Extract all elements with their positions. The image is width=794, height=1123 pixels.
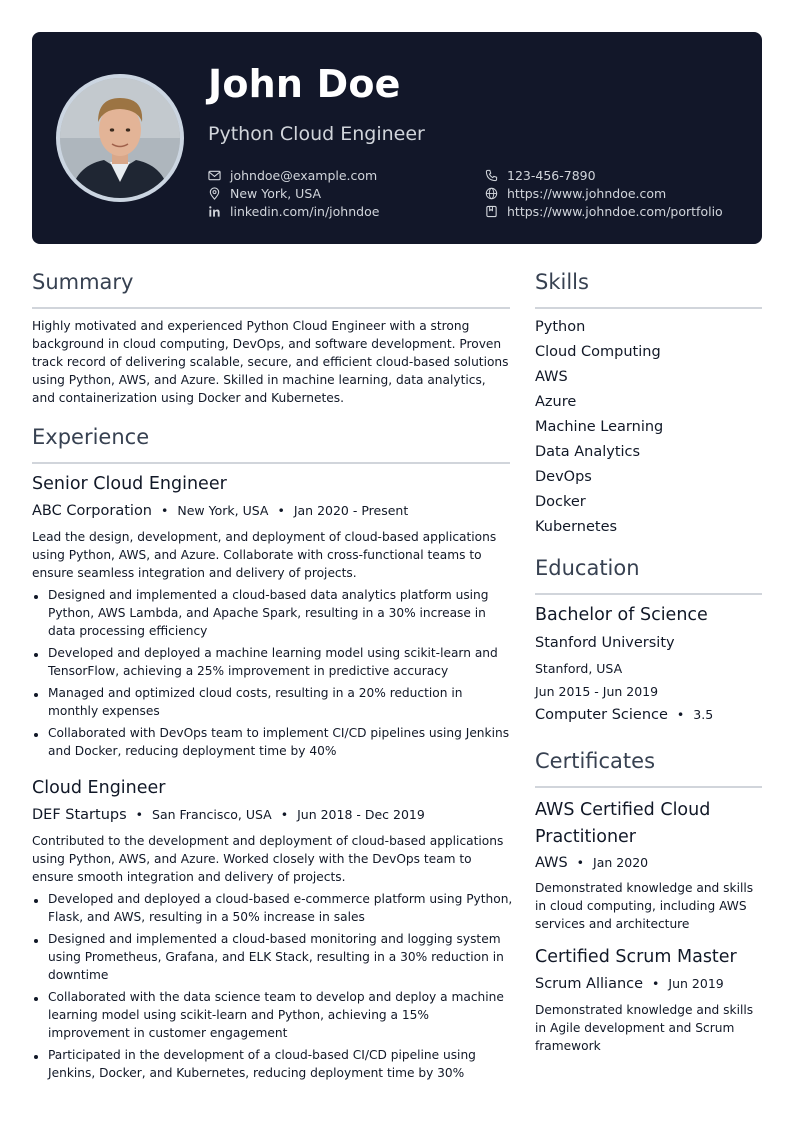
certificate-date: Jun 2019 [668, 976, 724, 991]
education-field: Computer Science [535, 707, 668, 723]
globe-icon [485, 187, 498, 200]
education-heading: Education [535, 556, 640, 580]
portfolio-icon [485, 205, 498, 218]
location-icon [208, 187, 221, 200]
skill-item: Docker [535, 494, 586, 510]
contact-phone-text: 123-456-7890 [507, 167, 596, 183]
school: Stanford University [535, 635, 675, 651]
education-divider [535, 593, 762, 595]
skills-heading: Skills [535, 270, 589, 294]
phone-icon [485, 169, 498, 182]
list-item: Designed and implemented a cloud-based data analytics platform using Python, AWS Lambda, and Apache Spark, resulting in a 30% increase in data processing efficiency [32, 586, 514, 640]
full-name: John Doe [208, 62, 401, 106]
skill-item: DevOps [535, 469, 592, 485]
contact-phone[interactable] [485, 166, 596, 184]
certificate-meta [535, 976, 724, 992]
job-achievements [32, 890, 514, 1086]
list-item: Developed and deployed a machine learning model using scikit-learn and TensorFlow, achieving a 25% improvement in predictive accuracy [32, 644, 514, 680]
contact-portfolio[interactable] [485, 202, 723, 220]
mail-icon [208, 169, 221, 182]
contact-website-text: https://www.johndoe.com [507, 185, 667, 201]
skill-item: Data Analytics [535, 444, 641, 460]
skill-item: Python [535, 319, 586, 335]
experience-divider [32, 462, 510, 464]
certificate-name: Certified Scrum Master [535, 947, 737, 967]
job-meta [32, 503, 408, 519]
contact-email-text: johndoe@example.com [230, 167, 378, 183]
list-item: Designed and implemented a cloud-based monitoring and logging system using Prometheus, Grafana, and ELK Stack, resulting in a 30% reduction in downtime [32, 930, 514, 984]
summary-text: Highly motivated and experienced Python Cloud Engineer with a strong background in cloud computing, DevOps, and software development. Proven track record of delivering scalable, secure, and efficient cloud-based solutions using Python, AWS, and Azure. Skilled in machine learning, data analytics, and containerization using Docker and Kubernetes. [32, 319, 509, 405]
certificate-meta [535, 855, 648, 871]
skill-item: Cloud Computing [535, 344, 661, 360]
education-gpa: 3.5 [693, 707, 714, 722]
list-item: Collaborated with DevOps team to implement CI/CD pipelines using Jenkins and Docker, reducing deployment time by 40% [32, 724, 514, 760]
skill-item: Kubernetes [535, 519, 618, 535]
skill-item: Azure [535, 394, 577, 410]
job-company: DEF Startups [32, 807, 127, 823]
certificate-issuer: AWS [535, 855, 568, 871]
contact-website[interactable] [485, 184, 666, 202]
job-title: Cloud Engineer [32, 778, 166, 798]
skill-item: Machine Learning [535, 419, 664, 435]
job-description: Contributed to the development and deployment of cloud-based applications using Python, AWS, and Azure. Worked closely with the DevOps team to ensure smooth integration and delivery of projects. [32, 834, 504, 884]
job-dates: Jan 2020 - Present [293, 503, 409, 518]
meta-separator: • [161, 503, 169, 518]
linkedin-icon [208, 205, 221, 218]
degree: Bachelor of Science [535, 605, 708, 625]
skills-divider [535, 307, 762, 309]
contact-linkedin[interactable] [208, 202, 379, 220]
meta-separator: • [277, 503, 285, 518]
certificate-description: Demonstrated knowledge and skills in cloud computing, including AWS services and architecture [535, 881, 754, 931]
job-dates: Jun 2018 - Dec 2019 [297, 807, 425, 822]
skills-list [535, 316, 663, 541]
contact-location-text: New York, USA [230, 185, 322, 201]
profile-photo [56, 74, 184, 202]
certificates-divider [535, 786, 762, 788]
certificate-description: Demonstrated knowledge and skills in Agile development and Scrum framework [535, 1003, 754, 1053]
profile-photo-illustration [60, 78, 180, 198]
meta-separator: • [652, 976, 660, 991]
education-location: Stanford, USA [535, 661, 623, 676]
summary-heading: Summary [32, 270, 134, 294]
job-company: ABC Corporation [32, 503, 153, 519]
job-title: Senior Cloud Engineer [32, 474, 227, 494]
contact-list [208, 166, 748, 226]
certificate-issuer: Scrum Alliance [535, 976, 644, 992]
education-field-meta [535, 707, 713, 723]
list-item: Managed and optimized cloud costs, resulting in a 20% reduction in monthly expenses [32, 684, 514, 720]
contact-email[interactable] [208, 166, 377, 184]
list-item: Collaborated with the data science team to develop and deploy a machine learning model using scikit-learn and Python, achieving a 15% improvement in customer engagement [32, 988, 514, 1042]
resume-header [32, 32, 762, 244]
experience-heading: Experience [32, 425, 150, 449]
list-item: Developed and deployed a cloud-based e-commerce platform using Python, Flask, and AWS, resulting in a 50% increase in sales [32, 890, 514, 926]
job-location: San Francisco, USA [152, 807, 272, 822]
meta-separator: • [676, 707, 685, 722]
contact-linkedin-text: linkedin.com/in/johndoe [230, 203, 380, 219]
certificate-name: AWS Certified Cloud Practitioner [535, 800, 711, 847]
job-location: New York, USA [177, 503, 269, 518]
meta-separator: • [135, 807, 144, 822]
education-dates: Jun 2015 - Jun 2019 [535, 684, 659, 699]
meta-separator: • [280, 807, 289, 822]
job-meta [32, 807, 425, 823]
meta-separator: • [576, 855, 585, 870]
job-description: Lead the design, development, and deployment of cloud-based applications using Python, AWS, and Azure. Collaborate with cross-functional teams to ensure seamless integration and delivery of projects. [32, 530, 497, 580]
contact-portfolio-text: https://www.johndoe.com/portfolio [507, 203, 723, 219]
job-achievements [32, 586, 514, 764]
certificates-heading: Certificates [535, 749, 656, 773]
contact-location [208, 184, 321, 202]
list-item: Participated in the development of a cloud-based CI/CD pipeline using Jenkins, Docker, and Kubernetes, reducing deployment time by 30% [32, 1046, 514, 1082]
job-role: Python Cloud Engineer [208, 123, 425, 145]
certificate-date: Jan 2020 [593, 855, 649, 870]
summary-divider [32, 307, 510, 309]
skill-item: AWS [535, 369, 568, 385]
